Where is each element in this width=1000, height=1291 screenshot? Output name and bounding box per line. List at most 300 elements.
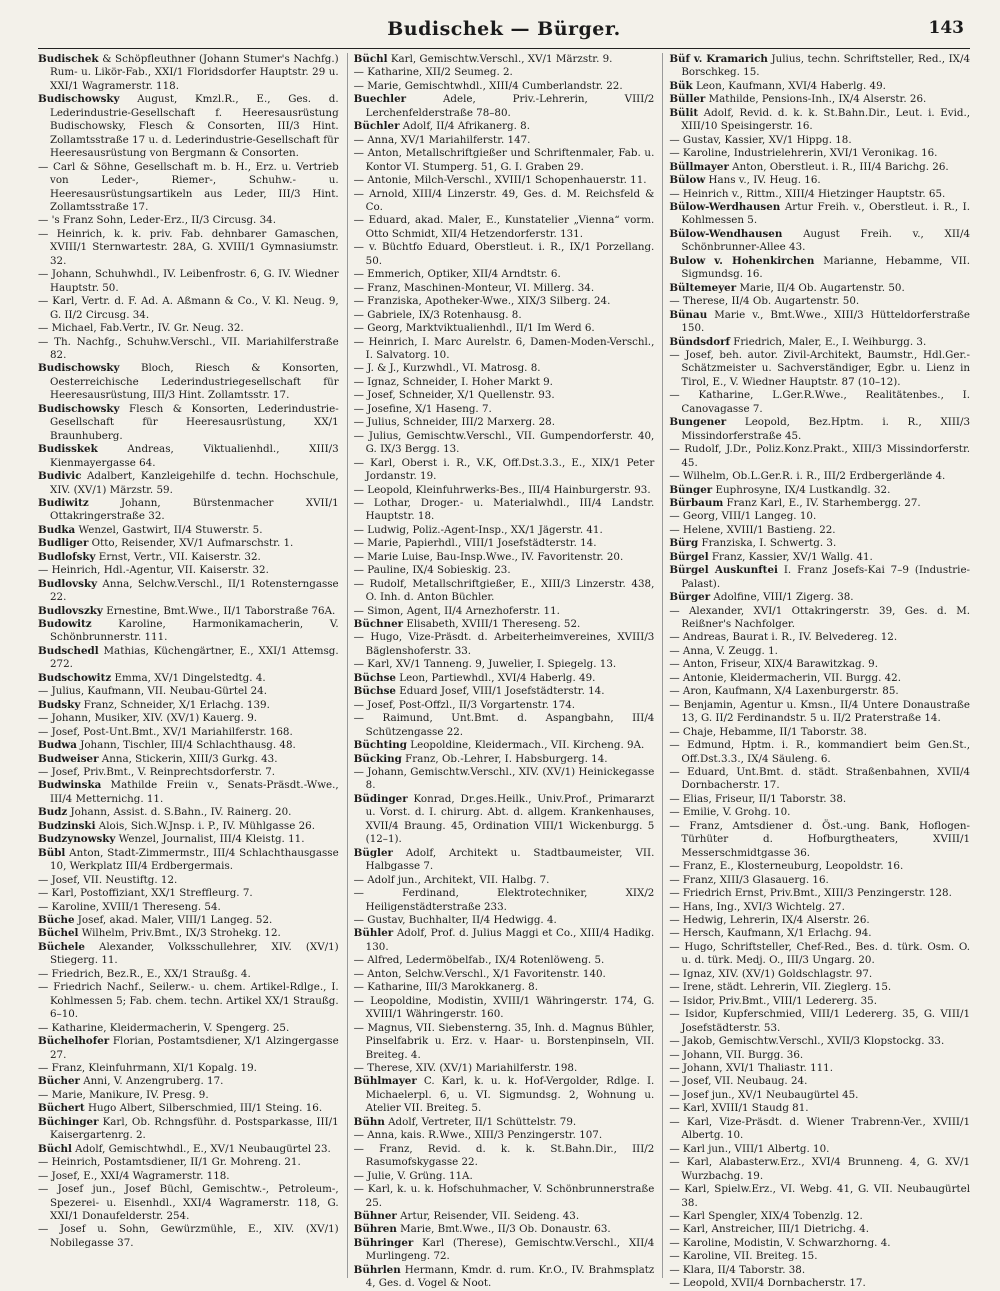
directory-entry [38, 161, 339, 215]
directory-entry [354, 457, 655, 484]
directory-entry [354, 403, 655, 416]
entry-surname: Budsky [38, 698, 81, 711]
page-header [38, 12, 970, 49]
directory-entry [354, 914, 655, 927]
directory-entry [354, 927, 655, 954]
entry-text: — Raimund, Unt.Bmt. d. Aspangbahn, III/4 Schützengasse 22. [353, 712, 655, 738]
directory-entry [38, 806, 339, 819]
directory-entry [669, 887, 970, 900]
directory-entry [669, 295, 970, 308]
entry-text: — Katharine, L.Ger.R.Wwe., Realitätenbes., I. Canovagasse 7. [669, 389, 971, 415]
directory-entry [38, 1035, 339, 1062]
entry-text: — Antonie, Milch-Verschl., XVIII/1 Schopenhauerstr. 11. [353, 174, 647, 187]
entry-surname: Bübl [38, 846, 66, 859]
entry-text: — Edmund, Hptm. i. R., kommandiert beim Gen.St., Off.Dst.3.3., IX/4 Säuleng. 6. [669, 739, 971, 765]
directory-entry [38, 887, 339, 900]
entry-surname: Bühringer [353, 1236, 414, 1249]
directory-entry [38, 53, 339, 93]
entry-text: — Anna, kais. R.Wwe., XIII/3 Penzingerstr. 107. [353, 1129, 603, 1142]
directory-entry [38, 968, 339, 981]
directory-entry [669, 416, 970, 443]
directory-entry [354, 362, 655, 375]
entry-surname: Budschedl [38, 644, 99, 657]
entry-surname: Bük [669, 79, 693, 92]
entry-text: — Arnold, XIII/4 Linzerstr. 49, Ges. d. M. Reichsfeld & Co. [353, 187, 655, 213]
directory-entry [669, 941, 970, 968]
directory-entry [354, 1170, 655, 1183]
entry-surname: Budka [38, 523, 76, 536]
entry-text: — Michael, Fab.Vertr., IV. Gr. Neug. 32. [38, 322, 244, 335]
directory-entry [38, 618, 339, 645]
directory-entry [354, 336, 655, 363]
entry-text: — Josef, E., XXI/4 Wagramerstr. 118. [38, 1169, 230, 1182]
entry-text: — Karoline, XVIII/1 Thereseng. 54. [38, 900, 221, 913]
entry-surname: Bühner [353, 1209, 397, 1222]
entry-surname: Büchelhofer [38, 1035, 110, 1048]
entry-surname: Budowitz [38, 618, 92, 631]
directory-entry [38, 779, 339, 806]
entry-surname: Budivic [38, 470, 82, 483]
entry-text: — Heinrich v., Rittm., XIII/4 Hietzinger Hauptstr. 65. [669, 187, 946, 200]
directory-entry [669, 201, 970, 228]
entry-text: Alexander, Volksschullehrer, XIV. (XV/1) Stiegerg. 11. [50, 940, 339, 967]
entry-surname: Budlovsky [38, 577, 98, 590]
directory-entry [669, 658, 970, 671]
entry-text: Karl, Ob. Rchngsführ. d. Postsparkasse, III/1 Kaisergartenrg. 2. [50, 1115, 339, 1142]
directory-entry [38, 228, 339, 268]
entry-text: — Johann, Musiker, XIV. (XV/1) Kauerg. 9. [38, 712, 258, 725]
directory-columns [38, 53, 971, 1290]
entry-text: — Leopold, XVII/4 Dornbacherstr. 17. [669, 1277, 866, 1290]
entry-text: — Irene, städt. Lehrerin, VII. Zieglerg. 15. [669, 981, 892, 994]
entry-text: — Franz, Kleinfuhrmann, XI/1 Kopalg. 19. [38, 1061, 257, 1074]
page-number: 143 [928, 18, 964, 38]
directory-entry [669, 309, 970, 336]
directory-entry [669, 1183, 970, 1210]
entry-surname: Budliger [38, 537, 89, 550]
entry-surname: Bungener [669, 416, 727, 429]
entry-surname: Bülow [669, 174, 706, 187]
directory-entry [38, 551, 339, 564]
entry-surname: Büche [38, 914, 75, 926]
entry-text: Franz, Schneider, X/1 Erlachg. 139. [83, 698, 270, 711]
entry-text: — Rudolf, J.Dr., Poliz.Konz.Prakt., XIII/3 Missindorferstr. 45. [669, 443, 971, 469]
entry-text: — Pauline, IX/4 Sobieskig. 23. [353, 564, 511, 577]
entry-text: Artur, Reisender, VII. Seideng. 43. [400, 1209, 580, 1222]
directory-entry [38, 941, 339, 968]
column-1 [38, 53, 339, 1278]
entry-text: Euphrosyne, IX/4 Lustkandlg. 32. [715, 483, 891, 496]
directory-entry [354, 1210, 655, 1223]
entry-text: — Chaje, Hebamme, II/1 Taborstr. 38. [669, 725, 867, 738]
directory-entry [354, 618, 655, 631]
directory-entry [38, 1143, 339, 1156]
entry-text: — Klara, II/4 Taborstr. 38. [669, 1263, 806, 1276]
entry-surname: Budz [38, 806, 68, 819]
entry-text: Florian, Postamtsdiener, X/1 Alzingergasse 27. [50, 1035, 339, 1061]
entry-text: Leopoldine, Kleidermach., VII. Kircheng. 9A. [410, 739, 645, 752]
entry-surname: Büchl [38, 1142, 72, 1155]
entry-text: — Karl, Vertr. d. F. Ad. A. Aßmann & Co., V. Kl. Neug. 9, G. II/2 Circusg. 34. [38, 295, 339, 321]
entry-surname: Büf v. Kramarich [669, 53, 768, 65]
entry-text: — Johann, VII. Burgg. 36. [669, 1048, 804, 1061]
entry-surname: Budschowitz [38, 671, 112, 684]
entry-text: — Gabriele, IX/3 Rotenhausg. 8. [353, 308, 522, 321]
directory-entry [354, 309, 655, 322]
directory-entry [38, 672, 339, 685]
directory-entry [354, 1183, 655, 1210]
entry-text: Leon, Kaufmann, XVI/4 Haberlg. 49. [695, 79, 886, 92]
entry-text: Johann, Assist. d. S.Bahn., IV. Rainerg. 20. [70, 806, 292, 819]
directory-entry [669, 551, 970, 564]
directory-entry [354, 322, 655, 335]
entry-text: — Josef, Priv.Bmt., V. Reinprechtsdorferstr. 7. [38, 766, 276, 779]
entry-text: Wenzel, Journalist, III/4 Kleistg. 11. [118, 833, 305, 846]
entry-text: — Julie, V. Grüng. 11A. [353, 1169, 473, 1182]
directory-entry [669, 645, 970, 658]
entry-text: — Benjamin, Agentur u. Kmsn., II/4 Untere Donaustraße 13, G. II/2 Ferdinandstr. 5 u. II/2 Praterstraße 14. [669, 698, 971, 725]
entry-text: — Magnus, VII. Siebensterng. 35, Inh. d. Magnus Bühler, Pinselfabrik u. Erz. v. Haar- u. Borstenpinseln, VII. Breiteg. 4. [353, 1021, 655, 1061]
entry-text: — Josefine, X/1 Haseng. 7. [353, 402, 492, 415]
entry-text: — Franz, Revid. d. k. k. St.Bahn.Dir., III/2 Rasumofskygasse 22. [353, 1142, 655, 1169]
directory-entry [669, 1089, 970, 1102]
entry-text: — Johann, Schuhwhdl., IV. Leibenfrostr. 6, G. IV. Wiedner Hauptstr. 50. [38, 268, 339, 294]
directory-entry [38, 578, 339, 605]
entry-text: I. Franz Josefs-Kai 7–9 (Industrie-Palast). [681, 564, 971, 590]
entry-text: Adolf, Architekt u. Stadtbaumeister, VII. Halbgasse 7. [365, 846, 655, 873]
entry-surname: Büchner [353, 618, 404, 631]
directory-entry [669, 564, 970, 591]
directory-entry [354, 134, 655, 147]
entry-text: — Leopold, Kleinfuhrwerks-Bes., III/4 Hainburgerstr. 93. [353, 483, 651, 496]
entry-surname: Bültemeyer [669, 281, 737, 294]
entry-surname: Bühlmayer [353, 1075, 417, 1088]
entry-text: — Alexander, XVI/1 Ottakringerstr. 39, Ges. d. M. Reißner's Nachfolger. [669, 604, 971, 631]
directory-entry [354, 376, 655, 389]
entry-text: — Heinrich, I. Marc Aurelstr. 6, Damen-Moden-Verschl., I. Salvatorg. 10. [353, 335, 655, 361]
directory-entry [38, 336, 339, 363]
directory-entry [38, 268, 339, 295]
directory-entry [38, 1022, 339, 1035]
directory-entry [354, 416, 655, 429]
entry-surname: Büchert [38, 1102, 85, 1115]
directory-entry [38, 1089, 339, 1102]
entry-text: Andreas, Viktualienhdl., XIII/3 Kienmayergasse 64. [50, 443, 339, 469]
entry-text: Adolf, Prof. d. Julius Maggi et Co., XIII/4 Hadikg. 130. [365, 927, 655, 953]
directory-entry [354, 93, 655, 120]
entry-text: — Karl, Vize-Präsdt. d. Wiener Trabrenn-Ver., XVIII/1 Albertg. 10. [669, 1115, 971, 1142]
directory-entry [38, 753, 339, 766]
entry-text: Bloch, Riesch & Konsorten, Oesterreichische Lederindustriegesellschaft für Heeresausrüstung, III/3 Hint. Zollamtsstr. 17. [50, 362, 339, 402]
directory-entry [354, 753, 655, 766]
directory-entry [669, 1116, 970, 1143]
entry-text: August, Kmzl.R., E., Ges. d. Lederindustrie-Gesellschaft f. Heeresausrüstung Budischowsky, Flesch & Consorten, III/3 Hint. Zollamtsstraße 17 u. d. Lederindustrie-Gesellschaft für Heeresausrüstung von Bergmann & Consorten. [50, 93, 339, 160]
entry-text: — Hedwig, Lehrerin, IX/4 Alserstr. 26. [669, 914, 870, 926]
entry-text: — Anna, XV/1 Mariahilferstr. 147. [353, 133, 531, 146]
entry-surname: Budischowsky [38, 402, 120, 415]
entry-text: — Franz, E., Klosterneuburg, Leopoldstr. 16. [669, 860, 904, 873]
directory-entry [669, 336, 970, 349]
entry-text: — Ludwig, Poliz.-Agent-Insp., XX/1 Jägerstr. 41. [353, 523, 603, 536]
entry-text: — Franz, Maschinen-Monteur, VI. Millerg. 34. [353, 281, 595, 294]
entry-text: — Emmerich, Optiker, XII/4 Arndtstr. 6. [353, 268, 561, 281]
entry-text: — Friedrich Nachf., Seilerw.- u. chem. Artikel-Rdlge., I. Kohlmessen 5; Fab. chem. techn. Artikel XX/1 Straußg. 6–10. [38, 981, 339, 1021]
entry-text: — Emilie, V. Grohg. 10. [669, 806, 791, 819]
entry-text: — Josef, VII. Neubaug. 24. [669, 1075, 808, 1088]
entry-text: — Adolf jun., Architekt, VII. Halbg. 7. [353, 873, 550, 886]
directory-entry [354, 1116, 655, 1129]
entry-text: — Alfred, Ledermöbelfab., IX/4 Rotenlöweng. 5. [353, 954, 605, 967]
directory-entry [669, 1156, 970, 1183]
directory-entry [354, 53, 655, 66]
directory-entry [354, 295, 655, 308]
entry-text: Karl, Gemischtw.Verschl., XV/1 Märzstr. 9. [390, 53, 613, 65]
entry-surname: Büchse [353, 685, 396, 698]
entry-surname: Bünau [669, 308, 708, 321]
entry-surname: Büchinger [38, 1115, 99, 1128]
entry-text: — Gustav, Buchhalter, II/4 Hedwigg. 4. [353, 914, 557, 926]
entry-text: Alois, Sich.W.Jnsp. i. P., IV. Mühlgasse 26. [98, 819, 315, 832]
directory-entry [669, 820, 970, 860]
directory-entry [354, 241, 655, 268]
directory-entry [38, 981, 339, 1021]
entry-text: — Karl, k. u. k. Hofschuhmacher, V. Schönbrunnerstraße 25. [353, 1183, 655, 1209]
directory-entry [38, 1223, 339, 1250]
entry-surname: Budisskek [38, 443, 98, 456]
directory-entry [669, 93, 970, 106]
directory-entry [38, 820, 339, 833]
directory-entry [354, 1237, 655, 1264]
entry-text: — Jakob, Gemischtw.Verschl., XVII/3 Klopstockg. 33. [669, 1035, 945, 1048]
directory-entry [354, 1264, 655, 1291]
entry-surname: Bügler [353, 846, 393, 859]
entry-surname: Büchel [38, 927, 79, 940]
entry-surname: Büchele [38, 940, 85, 953]
directory-entry [354, 699, 655, 712]
entry-text: — Marie, Manikure, IV. Presg. 9. [38, 1088, 209, 1101]
directory-entry [669, 389, 970, 416]
directory-entry [669, 1143, 970, 1156]
entry-text: — Ignaz, Schneider, I. Hoher Markt 9. [353, 375, 553, 388]
entry-text: Flesch & Konsorten, Lederindustrie-Gesellschaft für Heeresausrüstung, XX/1 Braunhuberg. [50, 402, 339, 442]
running-title: Budischek — Bürger. [387, 18, 621, 40]
entry-text: — Georg, VIII/1 Langeg. 10. [669, 510, 817, 523]
directory-entry [669, 1075, 970, 1088]
directory-entry [669, 537, 970, 550]
directory-entry [38, 874, 339, 887]
directory-entry [38, 712, 339, 725]
entry-text: Anton, Oberstleut. i. R., III/4 Barichg. 26. [732, 160, 949, 173]
entry-text: — Anton, Selchw.Verschl., X/1 Favoritenstr. 140. [353, 967, 606, 980]
entry-text: Anni, V. Anzengruberg. 17. [83, 1075, 224, 1088]
entry-text: Marie v., Bmt.Wwe., XIII/3 Hütteldorferstraße 150. [681, 308, 971, 335]
directory-entry [38, 847, 339, 874]
directory-entry [669, 927, 970, 940]
entry-text: Adolf, Revid. d. k. k. St.Bahn.Dir., Leut. i. Evid., XIII/10 Speisingerstr. 16. [681, 106, 971, 133]
entry-text: Adolf, Gemischtwhdl., E., XV/1 Neubaugürtel 23. [75, 1142, 331, 1155]
directory-entry [354, 497, 655, 524]
entry-surname: Buechler [353, 93, 407, 106]
entry-text: Julius, techn. Schriftsteller, Red., IX/4 Borschkeg. 15. [681, 53, 970, 79]
entry-text: — Franz, Amtsdiener d. Öst.-ung. Bank, Hoflogen-Türhüter d. Hofburgtheaters, XVIII/1 Messerschmidtgasse 36. [669, 819, 971, 859]
entry-text: — Isidor, Priv.Bmt., VIII/1 Ledererg. 35. [669, 994, 877, 1007]
entry-surname: Bülit [669, 106, 699, 119]
entry-text: — Hugo, Schriftsteller, Chef-Red., Bes. d. türk. Osm. O. u. d. türk. Medj. O., III/3 Ungarg. 20. [669, 940, 971, 967]
directory-entry [38, 403, 339, 443]
entry-surname: Bulow v. Hohenkirchen [669, 254, 815, 267]
directory-entry [669, 1223, 970, 1236]
entry-text: Mathilde, Pensions-Inh., IX/4 Alserstr. 26. [708, 93, 927, 106]
directory-entry [354, 685, 655, 698]
entry-text: — Josef, beh. autor. Zivil-Architekt, Baumstr., Hdl.Ger.-Schätzmeister u. Sachverständiger, Egbr. u. Lienz in Tirol, E., V. Wiedner Hauptstr. 87 (10–12). [669, 348, 971, 388]
directory-entry [354, 537, 655, 550]
directory-entry [354, 739, 655, 752]
directory-entry [38, 685, 339, 698]
entry-text: — Josef, Post-Unt.Bmt., XV/1 Mariahilferstr. 168. [38, 725, 293, 738]
entry-text: — Aron, Kaufmann, X/4 Laxenburgerstr. 85. [669, 685, 899, 698]
entry-text: Adolf, Vertreter, II/1 Schüttelstr. 79. [388, 1115, 577, 1128]
directory-entry [354, 968, 655, 981]
entry-surname: Bücher [38, 1075, 80, 1088]
entry-surname: Bühren [353, 1223, 397, 1236]
entry-surname: Bürg [669, 537, 699, 550]
entry-text: — Karl, XV/1 Tanneng. 9, Juwelier, I. Spiegelg. 13. [353, 658, 617, 671]
directory-entry [669, 174, 970, 187]
directory-entry [354, 995, 655, 1022]
entry-text: — Hugo, Vize-Präsdt. d. Arbeiterheimvereines, XVIII/3 Bäglenshoferstr. 33. [353, 631, 655, 657]
directory-entry [38, 1116, 339, 1143]
entry-surname: Bülow-Werdhausen [669, 200, 781, 213]
directory-entry [669, 591, 970, 604]
directory-entry [669, 981, 970, 994]
entry-surname: Budwinska [38, 779, 102, 792]
entry-text: Johann, Tischler, III/4 Schlachthausg. 48. [80, 739, 296, 752]
entry-text: — Carl & Söhne, Gesellschaft m. b. H., Erz. u. Vertrieb von Leder-, Riemer-, Schuhw.- u. Heeresausrüstungsartikeln aus Leder, III/3 Hint. Zollamtsstraße 17. [38, 160, 339, 213]
entry-text: — Karl, Anstreicher, III/1 Dietrichg. 4. [669, 1223, 869, 1236]
entry-text: — Katharine, III/3 Marokkanerg. 8. [353, 981, 538, 994]
entry-surname: Bündsdorf [669, 335, 730, 348]
entry-text: Anna, Selchw.Verschl., II/1 Rotensterngasse 22. [50, 577, 339, 604]
entry-text: Konrad, Dr.ges.Heilk., Univ.Prof., Primararzt u. Vorst. d. I. chirurg. Abt. d. allgem. Krankenhauses, XVII/4 Braung. 45, Ordination VIII/1 Wickenburgg. 5 (12–1). [365, 792, 655, 846]
entry-text: — Karl, XVIII/1 Staudg 81. [669, 1102, 809, 1115]
directory-entry [669, 806, 970, 819]
entry-text: Otto, Reisender, XV/1 Aufmarschstr. 1. [91, 537, 294, 550]
directory-entry [354, 430, 655, 457]
entry-text: — J. & J., Kurzwhdl., VI. Matrosg. 8. [353, 362, 541, 375]
directory-entry [354, 120, 655, 133]
directory-entry [669, 968, 970, 981]
entry-surname: Budzynowsky [38, 833, 116, 846]
entry-text: — Johann, Gemischtw.Verschl., XIV. (XV/1) Heinickegasse 8. [353, 766, 655, 792]
entry-text: Mathias, Küchengärtner, E., XXI/1 Attemsg. 272. [50, 644, 339, 671]
directory-entry [354, 981, 655, 994]
entry-text: August Freih. v., XII/4 Schönbrunner-Allee 43. [681, 227, 971, 254]
directory-entry [669, 1237, 970, 1250]
entry-text: Wilhelm, Priv.Bmt., IX/3 Strohekg. 12. [81, 927, 281, 940]
directory-entry [669, 107, 970, 134]
entry-text: — Wilhelm, Ob.L.Ger.R. i. R., III/2 Erdbergerlände 4. [669, 470, 946, 483]
entry-text: Friedrich, Maler, E., I. Weihburgg. 3. [733, 335, 927, 348]
directory-entry [38, 1102, 339, 1115]
directory-entry [354, 578, 655, 605]
entry-text: Leon, Partiewhdl., XVI/4 Haberlg. 49. [399, 671, 596, 684]
entry-text: — Karoline, VII. Breiteg. 15. [669, 1250, 818, 1263]
entry-text: Adolfine, VIII/1 Zigerg. 38. [713, 591, 854, 604]
entry-surname: Büchl [353, 53, 388, 65]
directory-entry [354, 1062, 655, 1075]
directory-entry [38, 726, 339, 739]
directory-entry [354, 389, 655, 402]
entry-text: — Isidor, Kupferschmied, VIII/1 Ledererg. 35, G. VIII/1 Josefstädterstr. 53. [669, 1008, 971, 1034]
entry-text: Franziska, I. Schwertg. 3. [701, 537, 837, 550]
directory-entry [669, 484, 970, 497]
entry-text: — Th. Nachfg., Schuhw.Verschl., VII. Mariahilferstraße 82. [38, 335, 339, 361]
directory-entry [669, 470, 970, 483]
directory-entry [669, 739, 970, 766]
directory-entry [669, 860, 970, 873]
entry-text: — 's Franz Sohn, Leder-Erz., II/3 Circusg. 34. [38, 214, 276, 227]
directory-entry [38, 1156, 339, 1169]
entry-surname: Büchler [353, 120, 400, 133]
directory-entry [354, 551, 655, 564]
directory-entry [38, 927, 339, 940]
directory-entry [38, 1170, 339, 1183]
directory-entry [38, 537, 339, 550]
directory-entry [669, 80, 970, 93]
entry-text: — Josef, Post-Offzl., II/3 Vorgartenstr. 174. [353, 698, 576, 711]
entry-text: Adolf, II/4 Afrikanerg. 8. [402, 120, 531, 133]
entry-surname: Bürgel [669, 550, 709, 563]
directory-entry [38, 524, 339, 537]
directory-entry [669, 874, 970, 887]
entry-text: Franz Karl, E., IV. Starhembergg. 27. [726, 496, 921, 509]
entry-text: — Leopoldine, Modistin, XVIII/1 Währingerstr. 174, G. XVIII/1 Währingerstr. 160. [353, 994, 655, 1021]
entry-surname: Budischek [38, 53, 99, 65]
directory-entry [354, 631, 655, 658]
entry-text: — Josef jun., Josef Büchl, Gemischtw.-, Petroleum-, Spezerei- u. Eisenhdl., XXI/4 Wagramerstr. 118, G. XXI/1 Donaufelderstr. 254. [38, 1183, 339, 1222]
entry-text: — Lothar, Droger.- u. Materialwhdl., III/4 Landstr. Hauptstr. 18. [353, 496, 655, 523]
entry-surname: Budiwitz [38, 496, 89, 509]
entry-text: Ernst, Vertr., VII. Kaiserstr. 32. [98, 550, 261, 563]
entry-text: Franz, Kassier, XV/1 Wallg. 41. [711, 550, 873, 563]
entry-text: — Heinrich, k. k. priv. Fab. dehnbarer Gamaschen, XVIII/1 Sternwartestr. 28A, G. XVIII/1 Gymnasiumstr. 32. [38, 227, 339, 267]
entry-text: Leopold, Bez.Hptm. i. R., XIII/3 Missindorferstraße 45. [681, 416, 971, 442]
directory-entry [354, 1075, 655, 1115]
directory-entry [354, 874, 655, 887]
directory-entry [669, 255, 970, 282]
directory-entry [669, 901, 970, 914]
entry-text: — Josef jun., XV/1 Neubaugürtel 45. [669, 1088, 859, 1101]
directory-entry [669, 497, 970, 510]
directory-entry [38, 322, 339, 335]
entry-text: — Anna, V. Zeugg. 1. [669, 644, 778, 657]
directory-entry [669, 228, 970, 255]
directory-entry [38, 564, 339, 577]
entry-text: — Rudolf, Metallschriftgießer, E., XIII/3 Linzerstr. 438, O. Inh. d. Anton Büchler. [353, 577, 655, 604]
entry-text: — Julius, Kaufmann, VII. Neubau-Gürtel 24. [38, 685, 268, 698]
directory-entry [669, 1062, 970, 1075]
column-2 [347, 53, 655, 1290]
entry-text: — Karoline, Modistin, V. Schwarzhorng. 4. [669, 1236, 891, 1249]
entry-surname: Bürgel Auskunftei [669, 564, 778, 577]
directory-entry [669, 685, 970, 698]
entry-text: — Hans, Ing., XVI/3 Wichtelg. 27. [669, 900, 845, 913]
column-3 [662, 53, 971, 1290]
directory-entry [354, 672, 655, 685]
entry-text: Mathilde Freiin v., Senats-Präsdt.-Wwe., III/4 Metternichg. 11. [50, 779, 339, 805]
entry-text: — Josef u. Sohn, Gewürzmühle, E., XIV. (XV/1) Nobilegasse 37. [38, 1223, 339, 1249]
directory-entry [38, 833, 339, 846]
